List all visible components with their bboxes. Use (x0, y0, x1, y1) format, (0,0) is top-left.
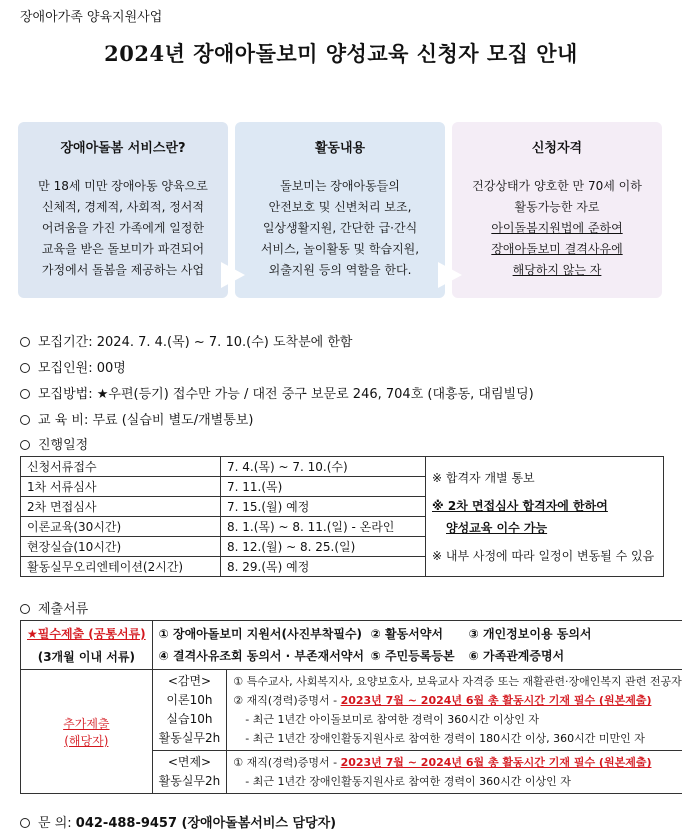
note-line: 양성교육 이수 가능 (446, 520, 548, 535)
doc-item: ① 장애아돌보미 지원서(사진부착필수) (158, 627, 363, 641)
required-cell (21, 621, 153, 670)
card-line: 활동가능한 자로 (514, 200, 600, 214)
extra-label: 추가제출 (63, 716, 110, 731)
detail-line: - 최근 1년간 장애인활동지원사로 참여한 경력이 360시간 이상인 자 (245, 775, 571, 788)
info-cards (18, 122, 662, 298)
info-fee (20, 409, 253, 428)
card-title: 장애아돌봄 서비스란? (60, 141, 186, 156)
detail-prefix: ② 재직(경력)증명서 - (233, 694, 341, 707)
detail-line (233, 753, 681, 772)
note-line: ※ 합격자 개별 통보 (432, 470, 535, 485)
extra-sub: (해당자) (64, 733, 109, 748)
info-method (20, 383, 534, 402)
card-body (452, 176, 662, 281)
card-line: 건강상태가 양호한 만 70세 이하 (472, 179, 642, 193)
note-line: ※ 내부 사정에 따라 일정이 변동될 수 있음 (432, 548, 655, 563)
submission-heading (20, 598, 88, 617)
card-line: 아이돌봄지원법에 준하여 (491, 221, 623, 235)
table-row (21, 670, 682, 751)
detail-prefix: ① 재직(경력)증명서 - (233, 756, 341, 769)
detail-line: - 최근 1년간 아이돌보미로 참여한 경력이 360시간 이상인 자 (245, 713, 539, 726)
schedule-date: 7. 15.(월) 예정 (221, 497, 426, 517)
exemption-detail (227, 751, 682, 794)
doc-item: ④ 결격사유조회 동의서 · 부존재서약서 (158, 649, 364, 663)
schedule-date: 8. 1.(목) ~ 8. 11.(일) - 온라인 (221, 517, 426, 537)
required-docs (152, 621, 682, 670)
circle-bullet-icon (20, 818, 30, 828)
card-title: 신청자격 (531, 141, 583, 156)
doc-item: ② 활동서약서 (370, 627, 443, 641)
card-line: 장애아돌보미 결격사유에 (491, 242, 623, 256)
card-line: 가정에서 돌봄을 제공하는 사업 (41, 263, 205, 277)
doc-item: ③ 개인정보이용 동의서 (468, 627, 592, 641)
schedule-item: 2차 면접심사 (21, 497, 221, 517)
note-line-3 (432, 517, 657, 539)
submission-table (20, 620, 682, 794)
info-headcount (20, 357, 126, 376)
info-value: 00명 (96, 361, 126, 376)
detail-emphasis: 2023년 7월 ~ 2024년 6월 총 활동시간 기재 필수 (원본제출) (340, 756, 652, 769)
schedule-item: 현장실습(10시간) (21, 537, 221, 557)
reduction-type: 이론10h (166, 693, 213, 707)
info-value: ★우편(등기) 접수만 가능 / 대전 중구 보문로 246, 704호 (대흥동, 대림빌딩) (96, 387, 534, 402)
info-label: 교 육 비: (38, 413, 89, 428)
circle-bullet-icon (20, 389, 30, 399)
schedule-notes (426, 457, 664, 577)
card-body (18, 176, 228, 281)
circle-bullet-icon (20, 337, 30, 347)
card-body (235, 176, 445, 281)
exemption-types (152, 751, 227, 794)
detail-line (233, 691, 681, 710)
schedule-date: 8. 29.(목) 예정 (221, 557, 426, 577)
reduction-type: 활동실무2h (158, 731, 221, 745)
schedule-item: 활동실무오리엔테이션(2시간) (21, 557, 221, 577)
section-title: 제출서류 (38, 602, 89, 617)
section-title: 진행일정 (38, 438, 89, 453)
reduction-type: 실습10h (166, 712, 213, 726)
schedule-item: 이론교육(30시간) (21, 517, 221, 537)
card-eligibility (452, 122, 662, 298)
required-label: ★필수제출 (공통서류) (27, 627, 146, 641)
circle-bullet-icon (20, 415, 30, 425)
card-service (18, 122, 228, 298)
reduction-label: <감면> (167, 674, 212, 688)
detail-emphasis: 2023년 7월 ~ 2024년 6월 총 활동시간 기재 필수 (원본제출) (340, 694, 652, 707)
table-row (21, 457, 664, 477)
card-line: 신체적, 경제적, 사회적, 정서적 (42, 200, 204, 214)
contact-label: 문 의: (38, 816, 72, 831)
doc-item: ⑥ 가족관계증명서 (468, 649, 565, 663)
info-period (20, 331, 352, 350)
card-line: 어려움을 가진 가족에게 일정한 (41, 221, 205, 235)
card-line: 서비스, 놀이활동 및 학습지원, (260, 242, 420, 256)
info-label: 모집인원: (38, 361, 93, 376)
contact-info (20, 812, 336, 831)
schedule-item: 신청서류접수 (21, 457, 221, 477)
card-line: 만 18세 미만 장애아동 양육으로 (38, 179, 208, 193)
docs-row (159, 645, 682, 667)
info-label: 모집방법: (38, 387, 93, 402)
card-activities (235, 122, 445, 298)
detail-line: - 최근 1년간 장애인활동지원사로 참여한 경력이 180시간 이상, 360시간 미만인 자 (245, 732, 645, 745)
reduction-detail (227, 670, 682, 751)
reduction-types (152, 670, 227, 751)
circle-bullet-icon (20, 604, 30, 614)
docs-row (159, 623, 682, 645)
circle-bullet-icon (20, 440, 30, 450)
card-line: 해당하지 않는 자 (512, 263, 602, 277)
schedule-heading (20, 434, 88, 453)
schedule-date: 7. 4.(목) ~ 7. 10.(수) (221, 457, 426, 477)
info-value: 무료 (실습비 별도/개별통보) (92, 413, 254, 428)
note-line-2 (432, 495, 657, 517)
extra-cell (21, 670, 153, 794)
card-line: 일상생활지원, 간단한 급·간식 (262, 221, 418, 235)
exemption-label: <면제> (167, 755, 212, 769)
info-label: 모집기간: (38, 335, 93, 350)
card-line: 돌보미는 장애아동들의 (280, 179, 400, 193)
schedule-date: 7. 11.(목) (221, 477, 426, 497)
exemption-type: 활동실무2h (158, 774, 221, 788)
circle-bullet-icon (20, 363, 30, 373)
program-name: 장애아가족 양육지원사업 (20, 10, 163, 25)
table-row (21, 621, 682, 670)
page-title: 2024년 장애아돌보미 양성교육 신청자 모집 안내 (104, 41, 578, 66)
card-line: 교육을 받은 돌보미가 파견되어 (41, 242, 205, 256)
detail-line: ① 특수교사, 사회복지사, 요양보호사, 보육교사 자격증 또는 재활관련·장애인복지 관련 전공자 (233, 675, 682, 688)
card-line: 외출지원 등의 역할을 한다. (268, 263, 412, 277)
required-sub: (3개월 이내 서류) (37, 650, 135, 664)
info-value: 2024. 7. 4.(목) ~ 7. 10.(수) 도착분에 한함 (96, 335, 353, 350)
card-line: 안전보호 및 신변처리 보조, (268, 200, 412, 214)
arrow-icon (438, 262, 462, 288)
schedule-item: 1차 서류심사 (21, 477, 221, 497)
contact-value: 042-488-9457 (장애아돌봄서비스 담당자) (75, 816, 337, 831)
doc-item: ⑤ 주민등록등본 (370, 649, 455, 663)
arrow-icon (221, 262, 245, 288)
schedule-table (20, 456, 664, 577)
card-title: 활동내용 (314, 141, 366, 156)
note-line: ※ 2차 면접심사 합격자에 한하여 (432, 498, 608, 513)
schedule-date: 8. 12.(월) ~ 8. 25.(일) (221, 537, 426, 557)
